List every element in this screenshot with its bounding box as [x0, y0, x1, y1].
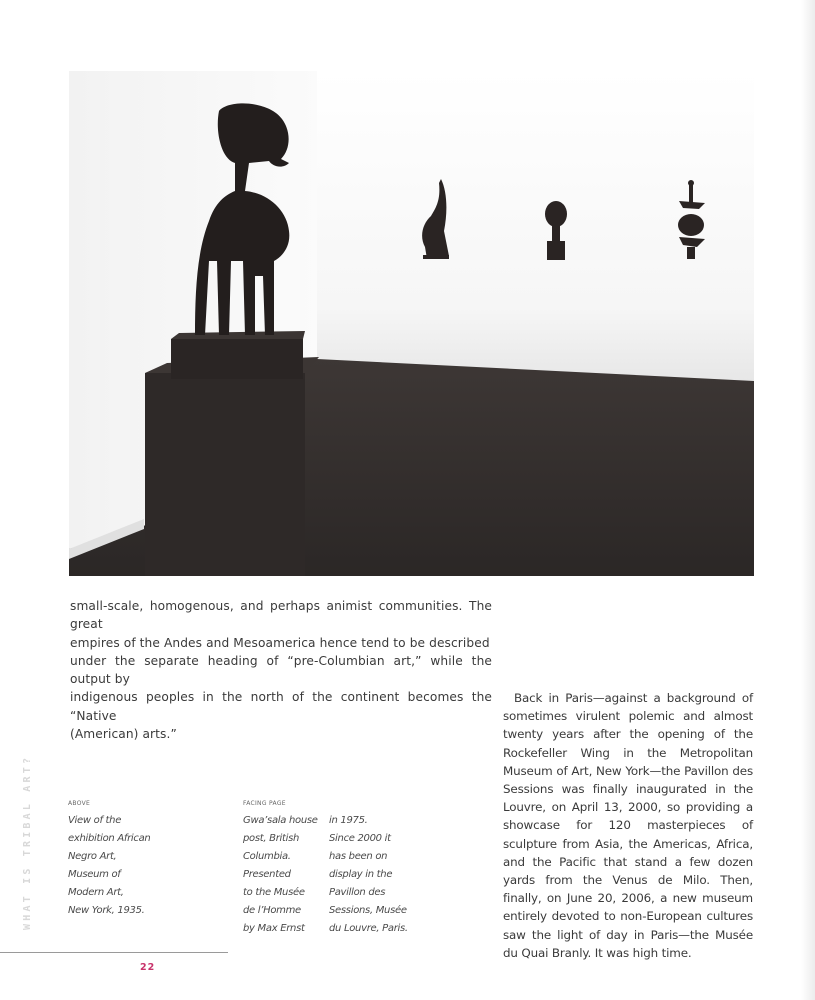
caption-line: Since 2000 it	[329, 833, 391, 844]
caption-line: du Louvre, Paris.	[329, 923, 408, 934]
caption-line: has been on	[329, 851, 388, 862]
caption-label: FACING PAGE	[243, 800, 286, 807]
caption-line: View of the	[68, 815, 122, 826]
caption-line: in 1975.	[329, 815, 368, 826]
caption-line: Museum of	[68, 869, 121, 880]
caption-line: Negro Art,	[68, 851, 117, 862]
running-head: WHAT IS TRIBAL ART?	[22, 754, 33, 930]
caption-line: display in the	[329, 869, 393, 880]
caption-line: Pavillon des	[329, 887, 386, 898]
body-line: (American) arts.”	[70, 727, 177, 742]
body-text-left	[70, 597, 492, 743]
caption-facing-page	[243, 800, 443, 938]
caption-above	[68, 800, 178, 920]
caption-line: Presented	[243, 869, 291, 880]
caption-line: Modern Art,	[68, 887, 124, 898]
caption-line: Columbia.	[243, 851, 291, 862]
caption-column-1	[243, 812, 329, 938]
caption-label: ABOVE	[68, 800, 91, 807]
body-line: indigenous peoples in the north of the continent becomes the “Native	[70, 690, 492, 723]
caption-line: Gwa’sala house	[243, 815, 318, 826]
caption-line: to the Musée	[243, 887, 305, 898]
caption-line: exhibition African	[68, 833, 151, 844]
caption-line: by Max Ernst	[243, 923, 305, 934]
paragraph: Back in Paris—against a background of sometimes virulent polemic and almost twenty years after the opening of the Rockefeller Wing in the Metropolitan Museum of Art, New York—the Pavillon des Sessions was finally inaugurated in the Louvre, on April 13, 2000, so providing a showcase for 120 masterpieces of sculpture from Asia, the Americas, Africa, and the Pacific that stand a few dozen yards from the Venus de Milo. Then, finally, on June 20, 2006, a new museum entirely devoted to non-European cultures saw the light of day in Paris—the Musée du Quai Branly. It was high time.	[503, 691, 753, 960]
exhibition-photograph	[69, 71, 754, 576]
body-line: small-scale, homogenous, and perhaps animist communities. The great	[70, 599, 492, 632]
caption-line: de l’Homme	[243, 905, 301, 916]
body-text-right	[503, 689, 753, 962]
caption-line: New York, 1935.	[68, 905, 145, 916]
page-number: 22	[140, 962, 156, 973]
body-line: under the separate heading of “pre-Columbian art,” while the output by	[70, 653, 492, 687]
caption-line: Sessions, Musée	[329, 905, 407, 916]
caption-line: post, British	[243, 833, 300, 844]
caption-column-2	[329, 812, 429, 938]
page-gutter-shadow	[801, 0, 815, 1000]
footer-rule	[0, 952, 228, 953]
body-line: empires of the Andes and Mesoamerica hence tend to be described	[70, 635, 490, 650]
